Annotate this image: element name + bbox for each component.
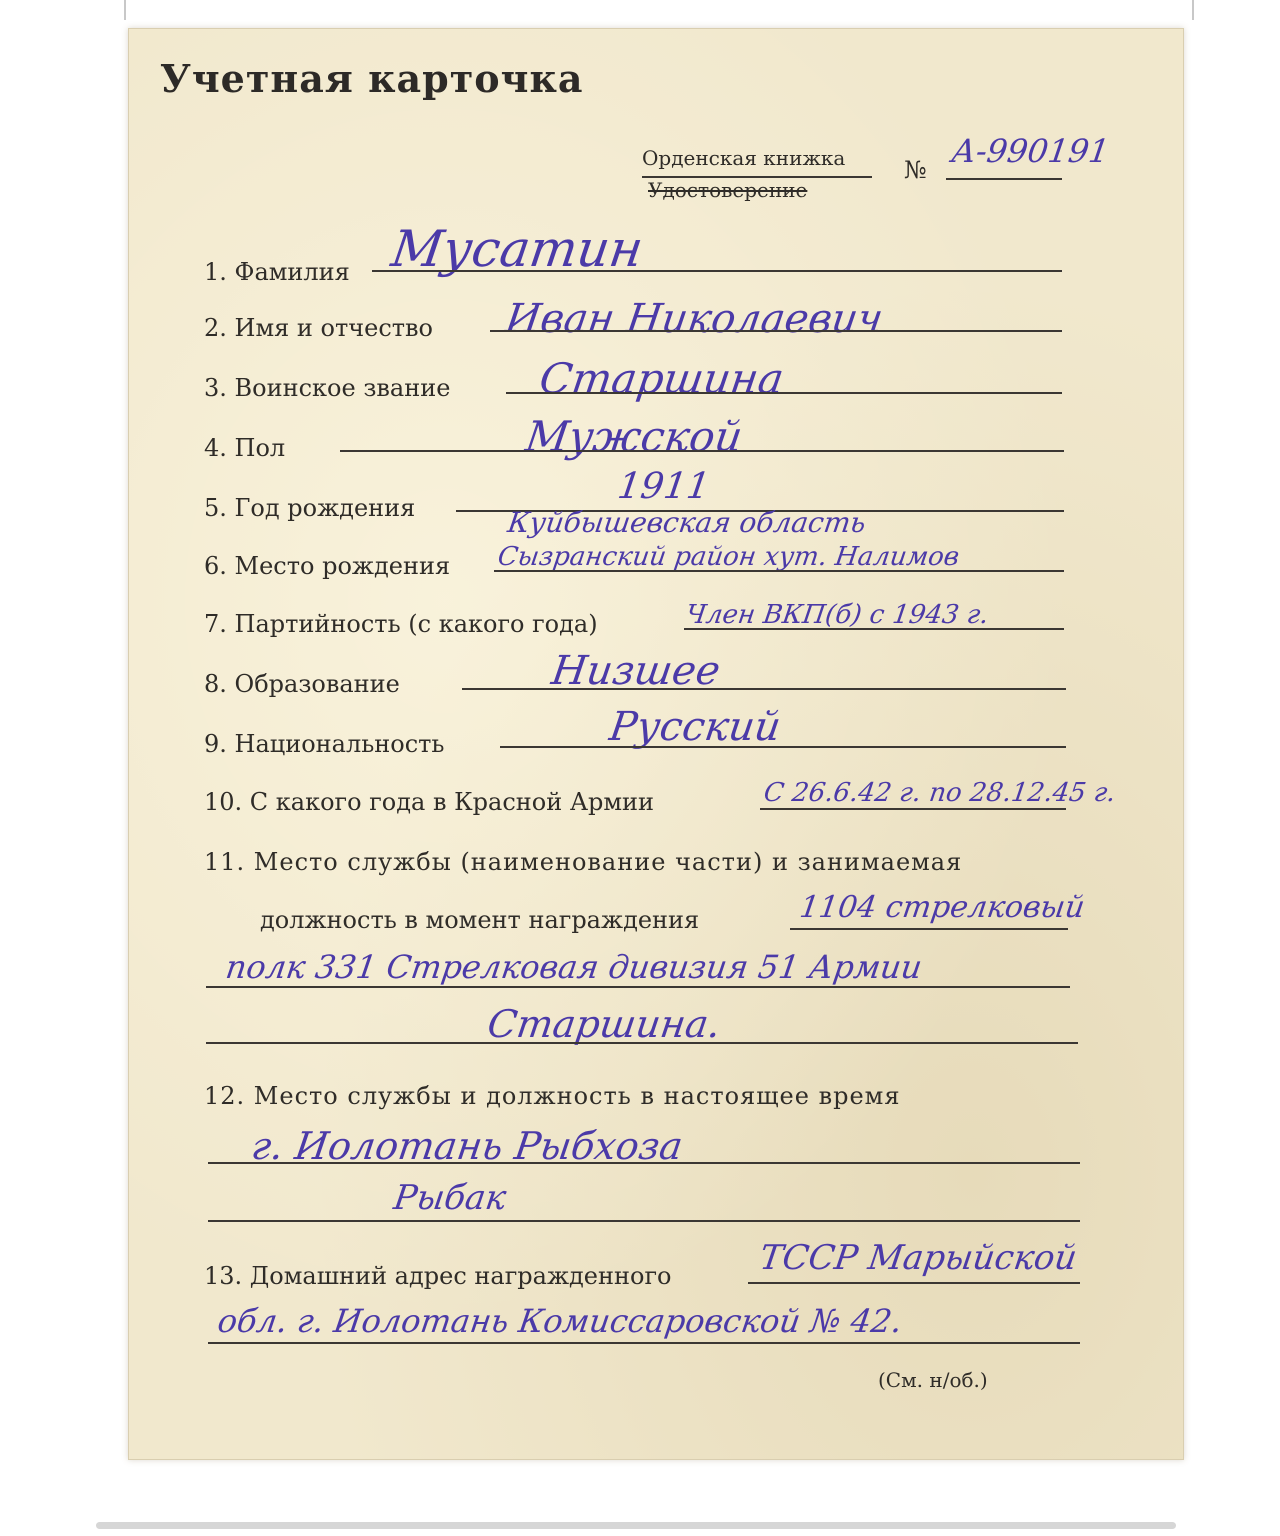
field-6-label: 6. Место рождения (204, 552, 451, 580)
field-12-label: 12. Место службы и должность в настоящее время (204, 1082, 901, 1110)
number-value: А-990191 (949, 132, 1112, 170)
field-10-value: С 26.6.42 г. по 28.12.45 г. (761, 778, 1118, 808)
doc-type-certificate: Удостоверение (648, 178, 808, 202)
field-12-line-2 (208, 1220, 1080, 1222)
field-12-value-line-1: г. Иолотань Рыбхоза (248, 1124, 686, 1168)
field-11-value-line-3: Старшина. (484, 1002, 724, 1046)
card-title: Учетная карточка (160, 56, 584, 101)
page-edge-right (1192, 0, 1194, 20)
field-3-label: 3. Воинское звание (204, 374, 451, 402)
footer-note: (См. н/об.) (878, 1368, 988, 1392)
field-2-label: 2. Имя и отчество (204, 314, 433, 342)
field-11-value-line-1: 1104 стрелковый (797, 890, 1087, 925)
field-8-value: Низшее (548, 648, 723, 694)
number-label: № (904, 156, 927, 184)
field-6-line (494, 570, 1064, 572)
field-4-line (340, 450, 1064, 452)
horizontal-scrollbar[interactable] (96, 1522, 1176, 1529)
field-8-label: 8. Образование (204, 670, 400, 698)
field-13-value-line-1: ТССР Марыйской (757, 1238, 1080, 1278)
field-11-line-1 (790, 928, 1068, 930)
field-10-label: 10. С какого года в Красной Армии (204, 788, 655, 816)
field-9-label: 9. Национальность (204, 730, 445, 758)
field-2-line (490, 330, 1062, 332)
field-3-line (506, 392, 1062, 394)
field-6-value-line-2: Сызранский район хут. Налимов (495, 542, 962, 572)
field-12-value-line-2: Рыбак (391, 1178, 509, 1218)
field-1-value: Мусатин (387, 220, 647, 278)
field-11-label-line-2: должность в момент награждения (260, 906, 700, 934)
field-4-label: 4. Пол (204, 434, 286, 462)
field-11-line-3 (206, 1042, 1078, 1044)
field-7-line (684, 628, 1064, 630)
field-7-value: Член ВКП(б) с 1943 г. (683, 600, 991, 630)
field-13-value-line-2: обл. г. Иолотань Комиссаровской № 42. (215, 1302, 905, 1340)
field-11-value-line-2: полк 331 Стрелковая дивизия 51 Армии (223, 948, 925, 986)
field-13-line-2 (208, 1342, 1080, 1344)
doc-type-order-book: Орденская книжка (642, 146, 846, 170)
field-2-value: Иван Николаевич (502, 296, 886, 342)
field-12-line-1 (208, 1162, 1080, 1164)
field-5-label: 5. Год рождения (204, 494, 416, 522)
field-10-line (760, 808, 1066, 810)
page-edge-left (124, 0, 126, 20)
field-1-label: 1. Фамилия (204, 258, 350, 286)
field-3-value: Старшина (536, 354, 787, 403)
field-1-line (372, 270, 1062, 272)
field-11-label-line-1: 11. Место службы (наименование части) и занимаемая (204, 848, 963, 876)
field-7-label: 7. Партийность (с какого года) (204, 610, 598, 638)
field-6-value-line-1: Куйбышевская область (505, 506, 869, 539)
number-line (946, 178, 1062, 180)
field-13-label: 13. Домашний адрес награжденного (204, 1262, 672, 1290)
field-5-value: 1911 (615, 466, 713, 507)
field-9-value: Русский (606, 704, 784, 750)
field-11-line-2 (206, 986, 1070, 988)
field-4-value: Мужской (522, 412, 746, 461)
field-9-line (500, 746, 1066, 748)
field-13-line-1 (748, 1282, 1080, 1284)
field-8-line (462, 688, 1066, 690)
